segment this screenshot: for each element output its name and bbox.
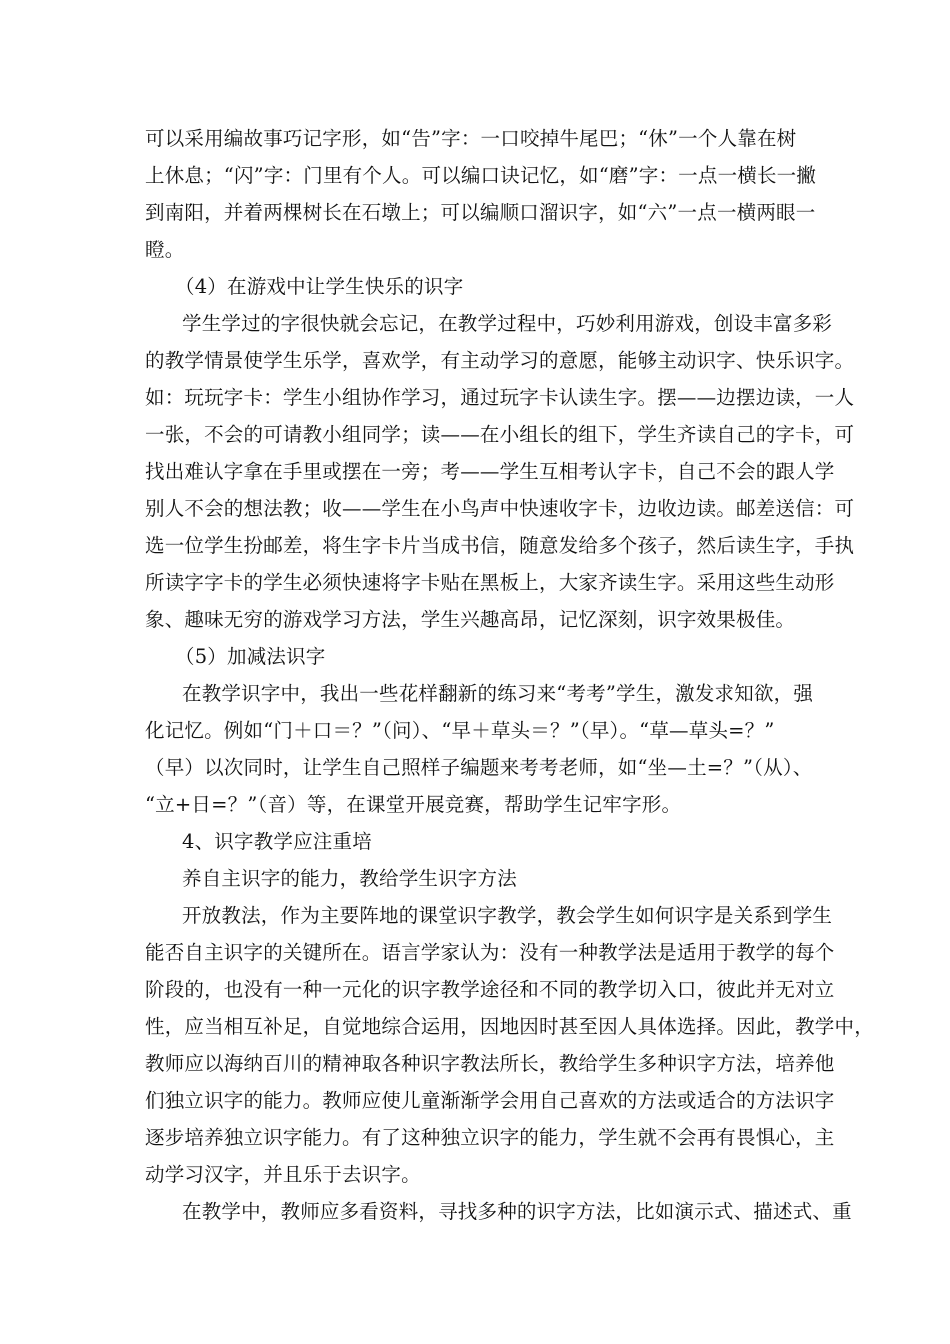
section-heading: 4、识字教学应注重培: [182, 830, 372, 853]
body-text-line: 别人不会的想法教；收——学生在小鸟声中快速收字卡，边收边读。邮差送信：可: [145, 497, 855, 520]
paragraph-first-line: 在教学中，教师应多看资料，寻找多种的识字方法，比如演示式、描述式、重: [182, 1200, 852, 1223]
section-heading: （5）加减法识字: [175, 645, 326, 668]
body-text-line: 到南阳，并着两棵树长在石墩上；可以编顺口溜识字，如“六”一点一横两眼一: [145, 201, 816, 224]
body-text-line: 如：玩玩字卡：学生小组协作学习，通过玩字卡认读生字。摆——边摆边读，一人: [145, 386, 855, 409]
body-text-line: 选一位学生扮邮差，将生字卡片当成书信，随意发给多个孩子，然后读生字，手执: [145, 534, 855, 557]
body-text-line: 性，应当相互补足，自觉地综合运用，因地因时甚至因人具体选择。因此，教学中，: [145, 1015, 874, 1038]
body-text-line: 瞪。: [145, 238, 185, 261]
body-text-line: 找出难认字拿在手里或摆在一旁；考——学生互相考认字卡，自己不会的跟人学: [145, 460, 835, 483]
body-text-line: 动学习汉字，并且乐于去识字。: [145, 1163, 421, 1186]
body-text-line: 化记忆。例如“门＋口＝？”（问）、“早＋草头＝？”（早）。“草—草头=？”: [145, 719, 775, 742]
body-text-line: 上休息；“闪”字：门里有个人。可以编口诀记忆，如“磨”字：一点一横长一撇: [145, 164, 817, 187]
body-text-line: 象、趣味无穷的游戏学习方法，学生兴趣高昂，记忆深刻，识字效果极佳。: [145, 608, 796, 631]
body-text-line: 逐步培养独立识字能力。有了这种独立识字的能力，学生就不会再有畏惧心，主: [145, 1126, 835, 1149]
body-text-line: 们独立识字的能力。教师应使儿童渐渐学会用自己喜欢的方法或适合的方法识字: [145, 1089, 835, 1112]
section-heading: （4）在游戏中让学生快乐的识字: [175, 275, 464, 298]
paragraph-first-line: 在教学识字中，我出一些花样翻新的练习来“考考”学生，激发求知欲，强: [182, 682, 814, 705]
body-text-line: 一张，不会的可请教小组同学；读——在小组长的组下，学生齐读自己的字卡，可: [145, 423, 855, 446]
body-text-line: “立+日=？”（音）等，在课堂开展竞赛，帮助学生记牢字形。: [145, 793, 682, 816]
body-text-line: （早）以次同时，让学生自己照样子编题来考考老师，如“坐—土=？”（从）、: [145, 756, 813, 779]
body-text-line: 阶段的，也没有一种一元化的识字教学途径和不同的教学切入口，彼此并无对立: [145, 978, 835, 1001]
body-text-line: 可以采用编故事巧记字形，如“告”字：一口咬掉牛尾巴；“休”一个人靠在树: [145, 127, 797, 150]
paragraph-first-line: 开放教法，作为主要阵地的课堂识字教学，教会学生如何识字是关系到学生: [182, 904, 833, 927]
body-text-line: 的教学情景使学生乐学，喜欢学，有主动学习的意愿，能够主动识字、快乐识字。: [145, 349, 855, 372]
section-heading-continued: 养自主识字的能力，教给学生识字方法: [182, 867, 517, 890]
body-text-line: 教师应以海纳百川的精神取各种识字教法所长，教给学生多种识字方法，培养他: [145, 1052, 835, 1075]
body-text-line: 所读字字卡的学生必须快速将字卡贴在黑板上，大家齐读生字。采用这些生动形: [145, 571, 835, 594]
paragraph-first-line: 学生学过的字很快就会忘记，在教学过程中，巧妙利用游戏，创设丰富多彩: [182, 312, 833, 335]
body-text-line: 能否自主识字的关键所在。语言学家认为：没有一种教学法是适用于教学的每个: [145, 941, 835, 964]
